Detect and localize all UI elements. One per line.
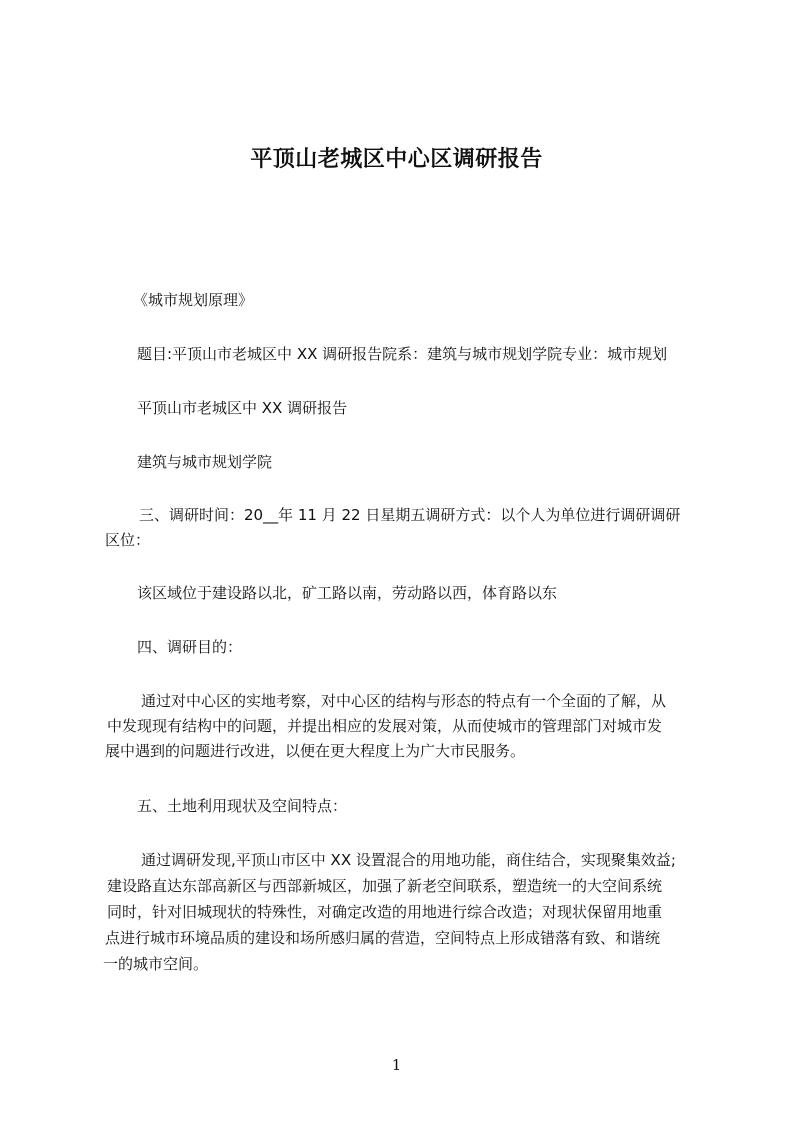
section5-heading: 五、土地利用现状及空间特点： xyxy=(137,797,348,815)
college-name: 建筑与城市规划学院 xyxy=(137,453,273,471)
section4-line-3: 展中遇到的问题进行改进，以便在更大程度上为广大市民服务。 xyxy=(105,742,526,760)
section5-line-3: 同时，针对旧城现状的特殊性，对确定改造的用地进行综合改造；对现状保留用地重 xyxy=(107,903,663,921)
location-text: 该区域位于建设路以北，矿工路以南，劳动路以西，体育路以东 xyxy=(137,584,558,602)
course-name: 《城市规划原理》 xyxy=(133,291,254,309)
section5-line-2: 建设路直达东部高新区与西部新城区，加强了新老空间联系，塑造统一的大空间系统 xyxy=(107,877,663,895)
topic-line: 题目:平顶山市老城区中 XX 调研报告院系：建筑与城市规划学院专业：城市规划 xyxy=(137,345,668,363)
section4-line-2: 中发现现有结构中的问题，并提出相应的发展对策，从而使城市的管理部门对城市发 xyxy=(107,717,663,735)
document-title: 平顶山老城区中心区调研报告 xyxy=(250,147,543,172)
section5-line-4: 点进行城市环境品质的建设和场所感归属的营造，空间特点上形成错落有致、和谐统 xyxy=(105,929,661,947)
section4-line-1: 通过对中心区的实地考察，对中心区的结构与形态的特点有一个全面的了解，从 xyxy=(141,692,667,710)
page-number: 1 xyxy=(391,1056,402,1074)
section3-line-1: 三、调研时间：20__年 11 月 22 日星期五调研方式：以个人为单位进行调研调研 xyxy=(139,506,681,524)
section4-heading: 四、调研目的： xyxy=(137,638,243,656)
section5-line-1: 通过调研发现,平顶山市区中 XX 设置混合的用地功能，商住结合，实现聚集效益; xyxy=(141,851,676,869)
report-name: 平顶山市老城区中 XX 调研报告 xyxy=(137,399,348,417)
section3-line-2: 区位： xyxy=(105,531,151,549)
section5-line-5: 一的城市空间。 xyxy=(103,955,209,973)
